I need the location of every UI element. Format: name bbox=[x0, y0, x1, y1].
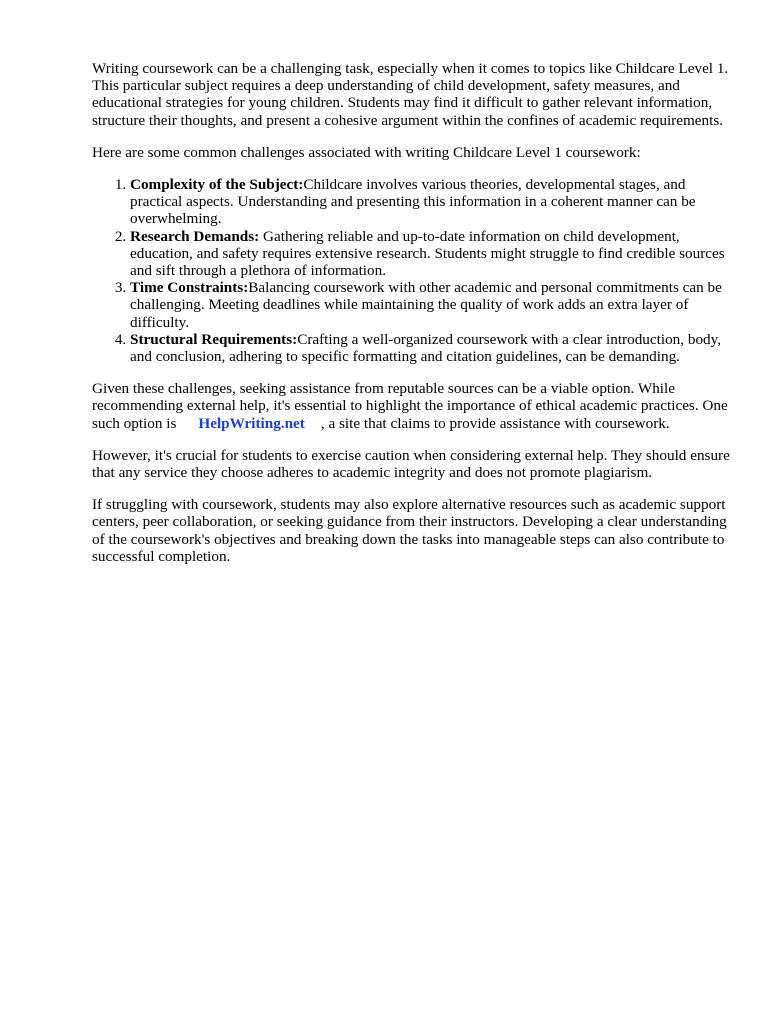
assistance-paragraph bbox=[92, 380, 732, 432]
list-item bbox=[130, 228, 732, 280]
intro-paragraph: Writing coursework can be a challenging task, especially when it comes to topics like Childcare Level 1. This particular subject requires a deep understanding of child development, safety measures, and educational strategies for young children. Students may find it difficult to gather relevant information, structure their thoughts, and present a cohesive argument within the confines of academic requirements. bbox=[92, 60, 729, 129]
list-item-term: Research Demands: bbox=[130, 227, 260, 245]
alternatives-paragraph: If struggling with coursework, students may also explore alternative resources such as academic support centers, peer collaboration, or seeking guidance from their instructors. Developing a clear understanding of the coursework's objectives and breaking down the tasks into manageable steps can also contribute to successful completion. bbox=[92, 496, 727, 565]
list-item-term: Complexity of the Subject: bbox=[130, 176, 304, 194]
document-page bbox=[92, 60, 732, 580]
list-item-text: Childcare involves various theories, developmental stages, and practical aspects. Understanding and presenting this information in a coherent manner can be overwhelming. bbox=[130, 176, 696, 228]
list-item-text: Crafting a well-organized coursework with a clear introduction, body, and conclusion, adhering to specific formatting and citation guidelines, can be demanding. bbox=[130, 330, 722, 366]
caution-paragraph: However, it's crucial for students to exercise caution when considering external help. They should ensure that any service they choose adheres to academic integrity and does not promote plagiarism. bbox=[92, 446, 730, 482]
challenges-lead-paragraph: Here are some common challenges associated with writing Childcare Level 1 coursework: bbox=[92, 143, 641, 161]
list-item-text: Gathering reliable and up-to-date information on child development, education, and safety requires extensive research. Students might struggle to find credible sources and sift through a plethora of information. bbox=[130, 227, 725, 280]
assistance-text-after: , a site that claims to provide assistance with coursework. bbox=[320, 414, 670, 432]
list-item bbox=[130, 176, 732, 228]
list-item bbox=[130, 331, 732, 365]
list-item-text: Balancing coursework with other academic and personal commitments can be challenging. Meeting deadlines while maintaining the quality of work adds an extra layer of difficulty. bbox=[130, 279, 722, 331]
list-item-term: Time Constraints: bbox=[130, 279, 249, 297]
list-item bbox=[130, 279, 732, 331]
assistance-text-before: Given these challenges, seeking assistance from reputable sources can be a viable option. While recommending external help, it's essential to highlight the importance of ethical academic practices. One such option is bbox=[92, 380, 728, 432]
helpwriting-link[interactable]: HelpWriting.net bbox=[198, 414, 305, 432]
list-item-term: Structural Requirements: bbox=[130, 330, 298, 348]
challenges-list bbox=[92, 176, 732, 365]
